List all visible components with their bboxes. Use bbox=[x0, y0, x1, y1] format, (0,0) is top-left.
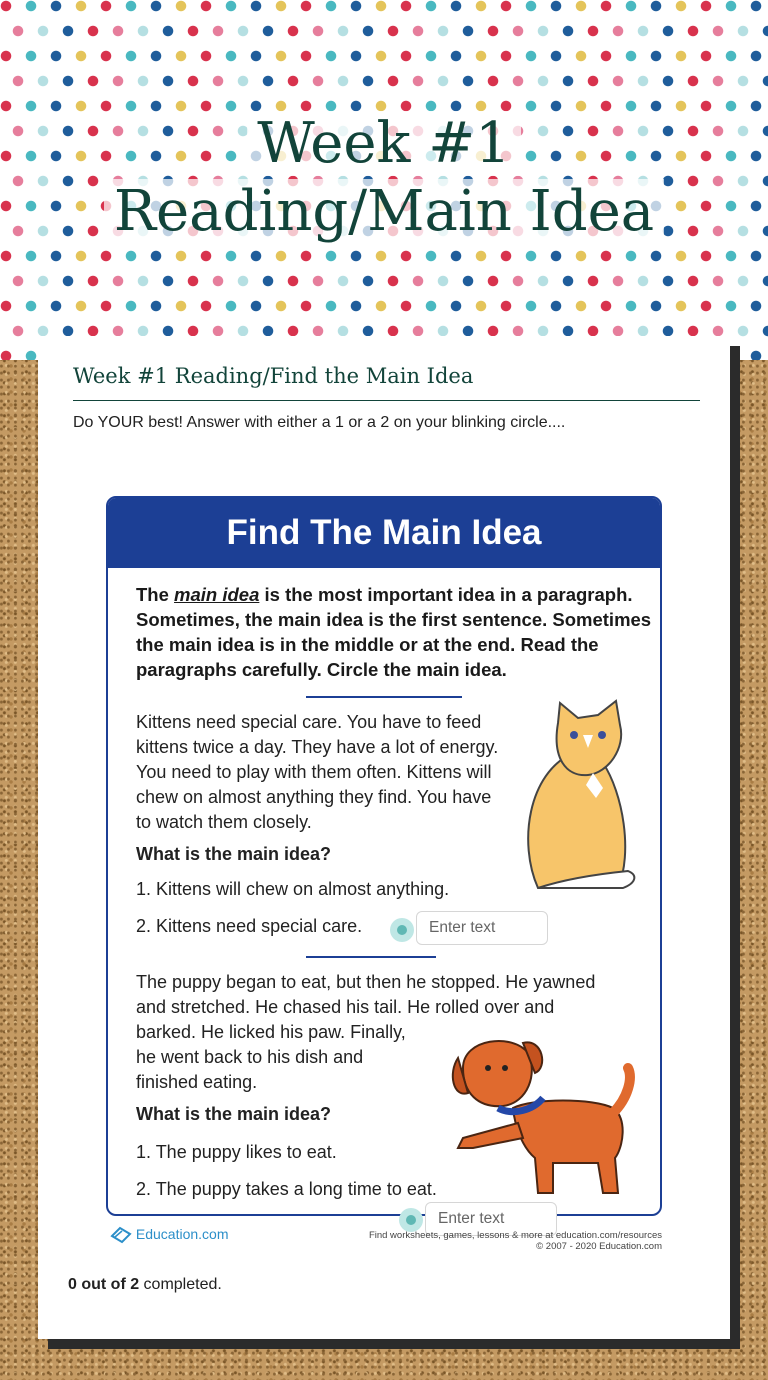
education-logo-icon bbox=[110, 1226, 132, 1244]
section-divider bbox=[306, 956, 436, 958]
education-logo-text: Education.com bbox=[135, 1226, 229, 1242]
worksheet-frame bbox=[106, 496, 662, 1216]
passage-puppy-line1: The puppy began to eat, but then he stopped. He yawned bbox=[136, 972, 596, 992]
header-banner bbox=[0, 0, 768, 360]
question-1: What is the main idea? bbox=[136, 844, 332, 864]
q2-option-1: 1. The puppy likes to eat. bbox=[136, 1142, 337, 1162]
page-title bbox=[0, 110, 768, 246]
completion-status bbox=[68, 1276, 222, 1294]
section-divider bbox=[306, 696, 462, 698]
passage-puppy-line3: barked. He licked his paw. Finally, bbox=[136, 1022, 406, 1042]
cat-illustration bbox=[498, 693, 648, 903]
passage-kittens: Kittens need special care. You have to feed kittens twice a day. They have a lot of energy. You need to play with them often. Kittens will chew on almost anything they find. You have to watch them closely. bbox=[136, 712, 499, 832]
main-idea-term: main idea bbox=[174, 584, 260, 605]
section-title: Week #1 Reading/Find the Main Idea bbox=[73, 364, 474, 388]
question-2: What is the main idea? bbox=[136, 1104, 332, 1124]
passage-puppy-line5: finished eating. bbox=[136, 1072, 258, 1092]
activity-card bbox=[38, 336, 730, 1339]
answer-2-input[interactable]: Enter text bbox=[425, 1202, 557, 1236]
passage-puppy-line2: and stretched. He chased his tail. He rolled over and bbox=[136, 997, 555, 1017]
blinking-answer-circle-2[interactable] bbox=[399, 1208, 423, 1232]
worksheet-footer bbox=[342, 1230, 662, 1252]
passage-puppy-line4: he went back to his dish and bbox=[136, 1047, 364, 1067]
q2-option-2: 2. The puppy takes a long time to eat. bbox=[136, 1179, 437, 1199]
page-title-line2: Reading/Main Idea bbox=[104, 179, 664, 244]
q1-option-2: 2. Kittens need special care. bbox=[136, 916, 363, 936]
instructions-text: Do YOUR best! Answer with either a 1 or a 2 on your blinking circle.... bbox=[73, 414, 566, 431]
worksheet-image bbox=[106, 496, 662, 1227]
completion-count: 0 out of 2 bbox=[68, 1276, 140, 1293]
q1-option-1: 1. Kittens will chew on almost anything. bbox=[136, 879, 450, 899]
worksheet-intro: The main idea is the most important idea in a paragraph. Sometimes, the main idea is the first sentence. Sometimes the main idea is in the middle or at the end. Read the paragraphs carefully. Circle the main idea. bbox=[136, 584, 652, 680]
page-title-line1: Week #1 bbox=[247, 111, 521, 176]
education-com-logo bbox=[110, 1226, 229, 1244]
puppy-illustration bbox=[443, 1028, 643, 1203]
footer-copyright: © 2007 - 2020 Education.com bbox=[536, 1241, 662, 1252]
answer-1-input[interactable]: Enter text bbox=[416, 911, 548, 945]
footer-resources-text: Find worksheets, games, lessons & more at education.com/resources bbox=[368, 1230, 662, 1241]
title-divider bbox=[73, 400, 700, 401]
worksheet-header: Find The Main Idea bbox=[108, 498, 660, 568]
completion-suffix: completed. bbox=[139, 1276, 222, 1293]
blinking-answer-circle-1[interactable] bbox=[390, 918, 414, 942]
